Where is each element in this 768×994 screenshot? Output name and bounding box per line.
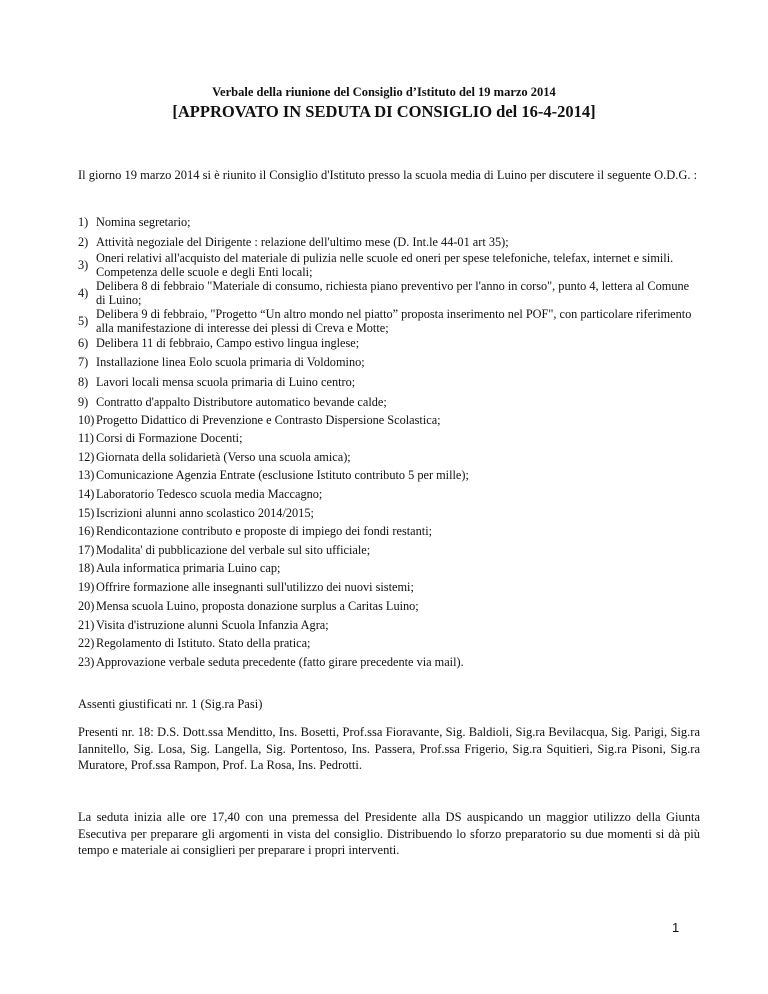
agenda-item-number: 2) <box>78 235 89 249</box>
agenda-item-number: 22) <box>78 636 95 650</box>
agenda-item-number: 5) <box>78 314 89 328</box>
agenda-item-text: Rendicontazione contributo e proposte di impiego dei fondi restanti; <box>96 524 433 538</box>
agenda-item-text: Contratto d'appalto Distributore automatico bevande calde; <box>96 395 387 409</box>
agenda-item-number: 4) <box>78 286 89 300</box>
agenda-item-text: Giornata della solidarietà (Verso una scuola amica); <box>96 450 351 464</box>
agenda-item-number: 20) <box>78 599 95 613</box>
agenda-item-text: Delibera 9 di febbraio, "Progetto “Un altro mondo nel piatto” proposta inserimento nel POF", con particolare riferimento alla manifestazione di interesse dei plessi di Creva e Motte; <box>96 307 692 335</box>
agenda-item-text: Modalita' di pubblicazione del verbale sul sito ufficiale; <box>96 543 371 557</box>
intro-paragraph: Il giorno 19 marzo 2014 si è riunito il Consiglio d'Istituto presso la scuola media di Luino per discutere il seguente O.D.G. : <box>78 168 698 182</box>
approval-subtitle: [APPROVATO IN SEDUTA DI CONSIGLIO del 16-4-2014] <box>172 102 596 121</box>
agenda-item-number: 13) <box>78 468 95 482</box>
agenda-item-text: Attività negoziale del Dirigente : relazione dell'ultimo mese (D. Int.le 44-01 art 35); <box>96 235 509 249</box>
agenda-item-number: 1) <box>78 215 89 229</box>
agenda-item-number: 6) <box>78 336 89 350</box>
agenda-item-number: 12) <box>78 450 95 464</box>
agenda-item-text: Lavori locali mensa scuola primaria di Luino centro; <box>96 375 356 389</box>
document-title: Verbale della riunione del Consiglio d’Istituto del 19 marzo 2014 <box>212 85 556 99</box>
agenda-item-text: Aula informatica primaria Luino cap; <box>96 561 281 575</box>
opening-paragraph: La seduta inizia alle ore 17,40 con una premessa del Presidente alla DS auspicando un maggior utilizzo della Giunta Esecutiva per preparare gli argomenti in vista del consiglio. Distribuendo lo sforzo preparatorio su due momenti si dà più tempo e materiale ai consiglieri per preparare i propri interventi. <box>78 810 700 857</box>
agenda-item-number: 16) <box>78 524 95 538</box>
page-number: 1 <box>672 920 680 935</box>
agenda-item-text: Delibera 8 di febbraio "Materiale di consumo, richiesta piano preventivo per l'anno in corso", punto 4, lettera al Comune di Luino; <box>96 279 690 307</box>
agenda-item-text: Installazione linea Eolo scuola primaria di Voldomino; <box>96 355 365 369</box>
agenda-item-number: 15) <box>78 506 95 520</box>
agenda-item-number: 14) <box>78 487 95 501</box>
agenda-item-text: Comunicazione Agenzia Entrate (esclusione Istituto contributo 5 per mille); <box>96 468 469 482</box>
agenda-item-number: 23) <box>78 655 95 669</box>
agenda-item-text: Regolamento di Istituto. Stato della pratica; <box>96 636 311 650</box>
agenda-item-number: 18) <box>78 561 95 575</box>
agenda-item-text: Visita d'istruzione alunni Scuola Infanzia Agra; <box>96 618 329 632</box>
agenda-item-text: Oneri relativi all'acquisto del materiale di pulizia nelle scuole ed oneri per spese telefoniche, telefax, internet e simili. Competenza delle scuole e degli Enti locali; <box>96 251 674 279</box>
absent-paragraph: Assenti giustificati nr. 1 (Sig.ra Pasi) <box>78 697 263 711</box>
agenda-item-text: Progetto Didattico di Prevenzione e Contrasto Dispersione Scolastica; <box>96 413 441 427</box>
agenda-item-text: Approvazione verbale seduta precedente (fatto girare precedente via mail). <box>96 655 464 669</box>
agenda-item-text: Corsi di Formazione Docenti; <box>96 431 243 445</box>
agenda-item-text: Iscrizioni alunni anno scolastico 2014/2015; <box>96 506 314 520</box>
agenda-item-text: Mensa scuola Luino, proposta donazione surplus a Caritas Luino; <box>96 599 419 613</box>
agenda-item-number: 3) <box>78 258 89 272</box>
agenda-item-number: 10) <box>78 413 95 427</box>
agenda-item-number: 17) <box>78 543 95 557</box>
agenda-item-number: 8) <box>78 375 89 389</box>
agenda-item-text: Nomina segretario; <box>96 215 191 229</box>
agenda-item-text: Laboratorio Tedesco scuola media Maccagno; <box>96 487 323 501</box>
agenda-item-number: 9) <box>78 395 89 409</box>
agenda-item-text: Delibera 11 di febbraio, Campo estivo lingua inglese; <box>96 336 360 350</box>
agenda-item-text: Offrire formazione alle insegnanti sull'utilizzo dei nuovi sistemi; <box>96 580 414 594</box>
present-paragraph: Presenti nr. 18: D.S. Dott.ssa Menditto, Ins. Bosetti, Prof.ssa Fioravante, Sig. Baldioli, Sig.ra Bevilacqua, Sig. Parigi, Sig.ra Iannitello, Sig. Losa, Sig. Langella, Sig. Portentoso, Ins. Passera, Prof.ssa Frigerio, Sig.ra Squitieri, Sig.ra Pisoni, Sig.ra Muratore, Prof.ssa Rampon, Prof. La Rosa, Ins. Pedrotti. <box>78 725 700 772</box>
agenda-item-number: 19) <box>78 580 95 594</box>
agenda-item-number: 11) <box>78 431 94 445</box>
agenda-item-number: 7) <box>78 355 89 369</box>
agenda-item-number: 21) <box>78 618 95 632</box>
